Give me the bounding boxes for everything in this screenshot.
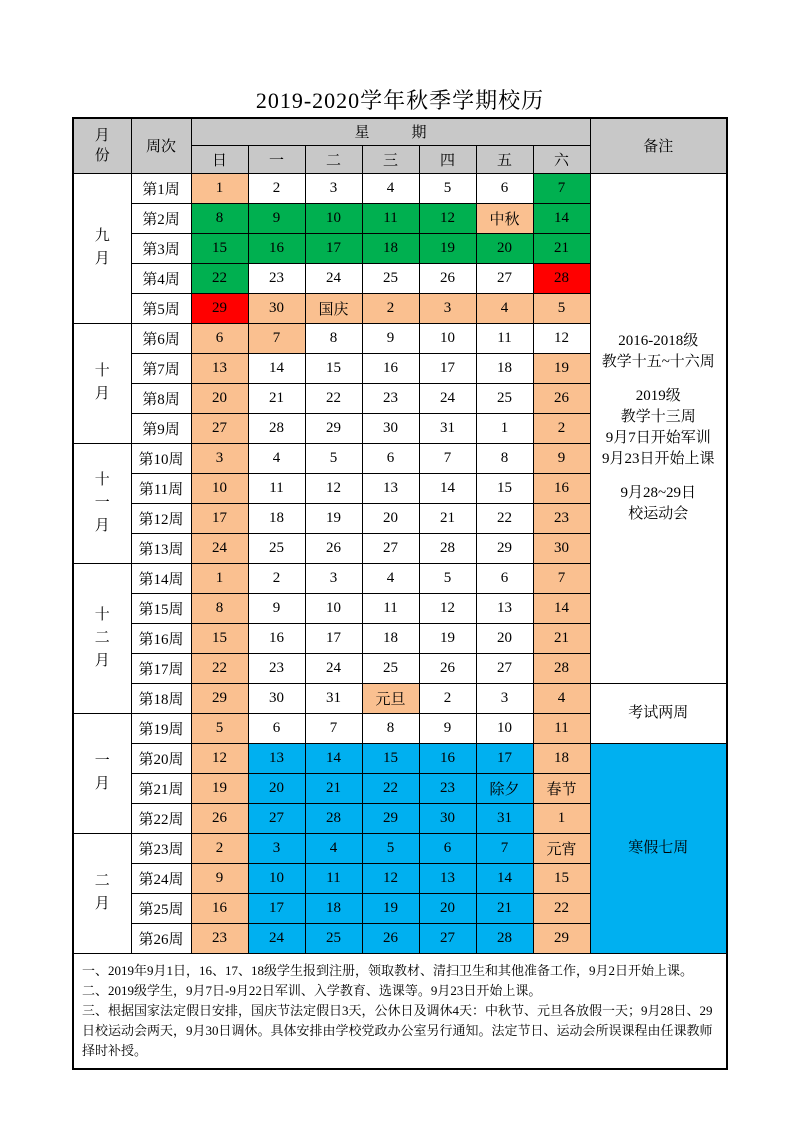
day-cell: 30 bbox=[533, 533, 590, 563]
day-cell: 11 bbox=[248, 473, 305, 503]
day-cell: 13 bbox=[419, 863, 476, 893]
day-cell: 10 bbox=[248, 863, 305, 893]
day-cell: 元宵 bbox=[533, 833, 590, 863]
day-cell: 30 bbox=[248, 683, 305, 713]
header-weekday-4: 四 bbox=[419, 145, 476, 173]
day-cell: 21 bbox=[305, 773, 362, 803]
day-cell: 15 bbox=[476, 473, 533, 503]
day-cell: 4 bbox=[533, 683, 590, 713]
note-line: 二、2019级学生，9月7日-9月22日军训、入学教育、选课等。9月23日开始上课。 bbox=[82, 982, 542, 998]
month-cell: 二 月 bbox=[73, 833, 131, 953]
day-cell: 26 bbox=[362, 923, 419, 953]
day-cell: 14 bbox=[533, 593, 590, 623]
header-month: 月 份 bbox=[73, 118, 131, 173]
week-label: 第12周 bbox=[131, 503, 191, 533]
day-cell: 5 bbox=[305, 443, 362, 473]
day-cell: 18 bbox=[362, 233, 419, 263]
day-cell: 27 bbox=[248, 803, 305, 833]
day-cell: 24 bbox=[191, 533, 248, 563]
day-cell: 19 bbox=[533, 353, 590, 383]
day-cell: 30 bbox=[248, 293, 305, 323]
day-cell: 2 bbox=[362, 293, 419, 323]
day-cell: 春节 bbox=[533, 773, 590, 803]
day-cell: 7 bbox=[305, 713, 362, 743]
day-cell: 15 bbox=[191, 233, 248, 263]
day-cell: 8 bbox=[191, 203, 248, 233]
day-cell: 25 bbox=[305, 923, 362, 953]
day-cell: 29 bbox=[533, 923, 590, 953]
day-cell: 5 bbox=[191, 713, 248, 743]
day-cell: 15 bbox=[305, 353, 362, 383]
week-label: 第20周 bbox=[131, 743, 191, 773]
day-cell: 9 bbox=[419, 713, 476, 743]
day-cell: 19 bbox=[305, 503, 362, 533]
day-cell: 22 bbox=[305, 383, 362, 413]
week-label: 第5周 bbox=[131, 293, 191, 323]
week-label: 第26周 bbox=[131, 923, 191, 953]
week-label: 第3周 bbox=[131, 233, 191, 263]
day-cell: 28 bbox=[533, 653, 590, 683]
day-cell: 9 bbox=[533, 443, 590, 473]
day-cell: 12 bbox=[305, 473, 362, 503]
day-cell: 23 bbox=[191, 923, 248, 953]
day-cell: 25 bbox=[476, 383, 533, 413]
week-label: 第25周 bbox=[131, 893, 191, 923]
header-weekday-6: 六 bbox=[533, 145, 590, 173]
day-cell: 7 bbox=[476, 833, 533, 863]
header-weekday-5: 五 bbox=[476, 145, 533, 173]
day-cell: 22 bbox=[191, 653, 248, 683]
week-label: 第14周 bbox=[131, 563, 191, 593]
month-cell: 九 月 bbox=[73, 173, 131, 323]
day-cell: 7 bbox=[419, 443, 476, 473]
week-label: 第4周 bbox=[131, 263, 191, 293]
header-weekday-2: 二 bbox=[305, 145, 362, 173]
day-cell: 10 bbox=[476, 713, 533, 743]
day-cell: 15 bbox=[362, 743, 419, 773]
week-label: 第2周 bbox=[131, 203, 191, 233]
day-cell: 4 bbox=[362, 173, 419, 203]
day-cell: 4 bbox=[362, 563, 419, 593]
day-cell: 27 bbox=[476, 653, 533, 683]
header-weekday-group: 星 期 bbox=[191, 118, 590, 145]
week-label: 第7周 bbox=[131, 353, 191, 383]
day-cell: 国庆 bbox=[305, 293, 362, 323]
day-cell: 19 bbox=[362, 893, 419, 923]
day-cell: 21 bbox=[533, 623, 590, 653]
day-cell: 19 bbox=[419, 233, 476, 263]
month-cell: 十 月 bbox=[73, 323, 131, 443]
week-row bbox=[73, 743, 727, 773]
day-cell: 27 bbox=[191, 413, 248, 443]
day-cell: 17 bbox=[305, 233, 362, 263]
day-cell: 15 bbox=[191, 623, 248, 653]
day-cell: 9 bbox=[248, 593, 305, 623]
day-cell: 17 bbox=[305, 623, 362, 653]
day-cell: 16 bbox=[362, 353, 419, 383]
day-cell: 20 bbox=[191, 383, 248, 413]
day-cell: 3 bbox=[305, 173, 362, 203]
day-cell: 13 bbox=[362, 473, 419, 503]
day-cell: 8 bbox=[362, 713, 419, 743]
week-label: 第24周 bbox=[131, 863, 191, 893]
day-cell: 20 bbox=[476, 233, 533, 263]
day-cell: 10 bbox=[305, 203, 362, 233]
day-cell: 1 bbox=[191, 173, 248, 203]
day-cell: 23 bbox=[248, 653, 305, 683]
day-cell: 15 bbox=[533, 863, 590, 893]
week-row bbox=[73, 173, 727, 203]
day-cell: 16 bbox=[533, 473, 590, 503]
week-label: 第16周 bbox=[131, 623, 191, 653]
notes-cell bbox=[73, 953, 727, 1069]
day-cell: 13 bbox=[476, 593, 533, 623]
day-cell: 8 bbox=[305, 323, 362, 353]
day-cell: 6 bbox=[476, 563, 533, 593]
day-cell: 5 bbox=[419, 563, 476, 593]
day-cell: 12 bbox=[533, 323, 590, 353]
day-cell: 17 bbox=[191, 503, 248, 533]
day-cell: 2 bbox=[248, 563, 305, 593]
day-cell: 3 bbox=[191, 443, 248, 473]
day-cell: 5 bbox=[362, 833, 419, 863]
week-label: 第19周 bbox=[131, 713, 191, 743]
day-cell: 26 bbox=[191, 803, 248, 833]
day-cell: 28 bbox=[533, 263, 590, 293]
week-label: 第17周 bbox=[131, 653, 191, 683]
day-cell: 6 bbox=[476, 173, 533, 203]
day-cell: 20 bbox=[419, 893, 476, 923]
day-cell: 6 bbox=[191, 323, 248, 353]
day-cell: 12 bbox=[362, 863, 419, 893]
day-cell: 16 bbox=[419, 743, 476, 773]
day-cell: 23 bbox=[533, 503, 590, 533]
day-cell: 元旦 bbox=[362, 683, 419, 713]
day-cell: 28 bbox=[248, 413, 305, 443]
day-cell: 6 bbox=[362, 443, 419, 473]
day-cell: 11 bbox=[362, 593, 419, 623]
day-cell: 14 bbox=[248, 353, 305, 383]
remark-cell: 寒假七周 bbox=[590, 743, 727, 953]
day-cell: 20 bbox=[248, 773, 305, 803]
day-cell: 11 bbox=[533, 713, 590, 743]
day-cell: 18 bbox=[362, 623, 419, 653]
day-cell: 20 bbox=[362, 503, 419, 533]
day-cell: 18 bbox=[476, 353, 533, 383]
day-cell: 4 bbox=[476, 293, 533, 323]
day-cell: 23 bbox=[248, 263, 305, 293]
day-cell: 12 bbox=[419, 593, 476, 623]
day-cell: 29 bbox=[362, 803, 419, 833]
day-cell: 22 bbox=[362, 773, 419, 803]
week-row bbox=[73, 683, 727, 713]
day-cell: 3 bbox=[305, 563, 362, 593]
day-cell: 19 bbox=[191, 773, 248, 803]
week-label: 第23周 bbox=[131, 833, 191, 863]
day-cell: 7 bbox=[248, 323, 305, 353]
day-cell: 2 bbox=[419, 683, 476, 713]
day-cell: 10 bbox=[305, 593, 362, 623]
week-label: 第13周 bbox=[131, 533, 191, 563]
day-cell: 1 bbox=[476, 413, 533, 443]
week-label: 第15周 bbox=[131, 593, 191, 623]
day-cell: 3 bbox=[419, 293, 476, 323]
day-cell: 9 bbox=[362, 323, 419, 353]
day-cell: 31 bbox=[305, 683, 362, 713]
day-cell: 18 bbox=[305, 893, 362, 923]
day-cell: 2 bbox=[248, 173, 305, 203]
day-cell: 20 bbox=[476, 623, 533, 653]
day-cell: 2 bbox=[533, 413, 590, 443]
day-cell: 12 bbox=[191, 743, 248, 773]
week-label: 第9周 bbox=[131, 413, 191, 443]
month-cell: 十 一 月 bbox=[73, 443, 131, 563]
day-cell: 4 bbox=[305, 833, 362, 863]
header-remarks: 备注 bbox=[590, 118, 727, 173]
remark-cell: 考试两周 bbox=[590, 683, 727, 743]
day-cell: 19 bbox=[419, 623, 476, 653]
day-cell: 28 bbox=[305, 803, 362, 833]
day-cell: 17 bbox=[248, 893, 305, 923]
header-weekday-0: 日 bbox=[191, 145, 248, 173]
day-cell: 4 bbox=[248, 443, 305, 473]
week-label: 第1周 bbox=[131, 173, 191, 203]
day-cell: 10 bbox=[191, 473, 248, 503]
day-cell: 7 bbox=[533, 563, 590, 593]
day-cell: 28 bbox=[419, 533, 476, 563]
header-weekday-1: 一 bbox=[248, 145, 305, 173]
note-line: 三、根据国家法定假日安排，国庆节法定假日3天，公休日及调休4天：中秋节、元旦各放假一天；9月28日、29日校运动会两天，9月30日调休。具体安排由学校党政办公室另行通知。法定节日、运动会所误课程由任课教师择时补授。 bbox=[82, 1002, 713, 1058]
day-cell: 1 bbox=[191, 563, 248, 593]
day-cell: 29 bbox=[191, 683, 248, 713]
day-cell: 14 bbox=[533, 203, 590, 233]
day-cell: 3 bbox=[476, 683, 533, 713]
day-cell: 24 bbox=[419, 383, 476, 413]
day-cell: 17 bbox=[419, 353, 476, 383]
day-cell: 28 bbox=[476, 923, 533, 953]
day-cell: 8 bbox=[476, 443, 533, 473]
day-cell: 14 bbox=[476, 863, 533, 893]
day-cell: 23 bbox=[419, 773, 476, 803]
day-cell: 5 bbox=[533, 293, 590, 323]
day-cell: 16 bbox=[248, 623, 305, 653]
day-cell: 8 bbox=[191, 593, 248, 623]
day-cell: 25 bbox=[362, 263, 419, 293]
day-cell: 25 bbox=[362, 653, 419, 683]
day-cell: 3 bbox=[248, 833, 305, 863]
week-label: 第8周 bbox=[131, 383, 191, 413]
day-cell: 30 bbox=[419, 803, 476, 833]
day-cell: 29 bbox=[191, 293, 248, 323]
day-cell: 16 bbox=[191, 893, 248, 923]
day-cell: 21 bbox=[476, 893, 533, 923]
day-cell: 10 bbox=[419, 323, 476, 353]
day-cell: 16 bbox=[248, 233, 305, 263]
day-cell: 31 bbox=[476, 803, 533, 833]
day-cell: 5 bbox=[419, 173, 476, 203]
notes-row bbox=[73, 953, 727, 1069]
day-cell: 22 bbox=[533, 893, 590, 923]
day-cell: 24 bbox=[305, 653, 362, 683]
day-cell: 6 bbox=[248, 713, 305, 743]
day-cell: 27 bbox=[476, 263, 533, 293]
day-cell: 14 bbox=[419, 473, 476, 503]
calendar-table bbox=[72, 117, 728, 1070]
day-cell: 中秋 bbox=[476, 203, 533, 233]
day-cell: 30 bbox=[362, 413, 419, 443]
day-cell: 31 bbox=[419, 413, 476, 443]
header-weekday-3: 三 bbox=[362, 145, 419, 173]
day-cell: 17 bbox=[476, 743, 533, 773]
day-cell: 25 bbox=[248, 533, 305, 563]
day-cell: 22 bbox=[191, 263, 248, 293]
day-cell: 29 bbox=[476, 533, 533, 563]
day-cell: 9 bbox=[191, 863, 248, 893]
day-cell: 24 bbox=[248, 923, 305, 953]
month-cell: 一 月 bbox=[73, 713, 131, 833]
day-cell: 26 bbox=[419, 263, 476, 293]
day-cell: 21 bbox=[533, 233, 590, 263]
day-cell: 11 bbox=[476, 323, 533, 353]
day-cell: 11 bbox=[362, 203, 419, 233]
day-cell: 22 bbox=[476, 503, 533, 533]
day-cell: 18 bbox=[248, 503, 305, 533]
day-cell: 27 bbox=[419, 923, 476, 953]
day-cell: 除夕 bbox=[476, 773, 533, 803]
header-row-1 bbox=[73, 118, 727, 145]
day-cell: 27 bbox=[362, 533, 419, 563]
remark-cell: 2016-2018级 教学十五~十六周 2019级 教学十三周 9月7日开始军训 9月23日开始上课 9月28~29日 校运动会 bbox=[590, 173, 727, 683]
day-cell: 21 bbox=[248, 383, 305, 413]
week-label: 第21周 bbox=[131, 773, 191, 803]
day-cell: 13 bbox=[191, 353, 248, 383]
day-cell: 26 bbox=[419, 653, 476, 683]
header-week: 周次 bbox=[131, 118, 191, 173]
day-cell: 29 bbox=[305, 413, 362, 443]
day-cell: 6 bbox=[419, 833, 476, 863]
day-cell: 26 bbox=[305, 533, 362, 563]
week-label: 第22周 bbox=[131, 803, 191, 833]
week-label: 第11周 bbox=[131, 473, 191, 503]
note-line: 一、2019年9月1日，16、17、18级学生报到注册，领取教材、清扫卫生和其他准备工作，9月2日开始上课。 bbox=[82, 962, 694, 978]
day-cell: 9 bbox=[248, 203, 305, 233]
day-cell: 23 bbox=[362, 383, 419, 413]
day-cell: 12 bbox=[419, 203, 476, 233]
day-cell: 7 bbox=[533, 173, 590, 203]
week-label: 第18周 bbox=[131, 683, 191, 713]
day-cell: 11 bbox=[305, 863, 362, 893]
day-cell: 13 bbox=[248, 743, 305, 773]
day-cell: 18 bbox=[533, 743, 590, 773]
page-title: 2019-2020学年秋季学期校历 bbox=[255, 88, 545, 113]
day-cell: 2 bbox=[191, 833, 248, 863]
day-cell: 21 bbox=[419, 503, 476, 533]
day-cell: 26 bbox=[533, 383, 590, 413]
month-cell: 十 二 月 bbox=[73, 563, 131, 713]
day-cell: 24 bbox=[305, 263, 362, 293]
week-label: 第6周 bbox=[131, 323, 191, 353]
day-cell: 1 bbox=[533, 803, 590, 833]
week-label: 第10周 bbox=[131, 443, 191, 473]
day-cell: 14 bbox=[305, 743, 362, 773]
